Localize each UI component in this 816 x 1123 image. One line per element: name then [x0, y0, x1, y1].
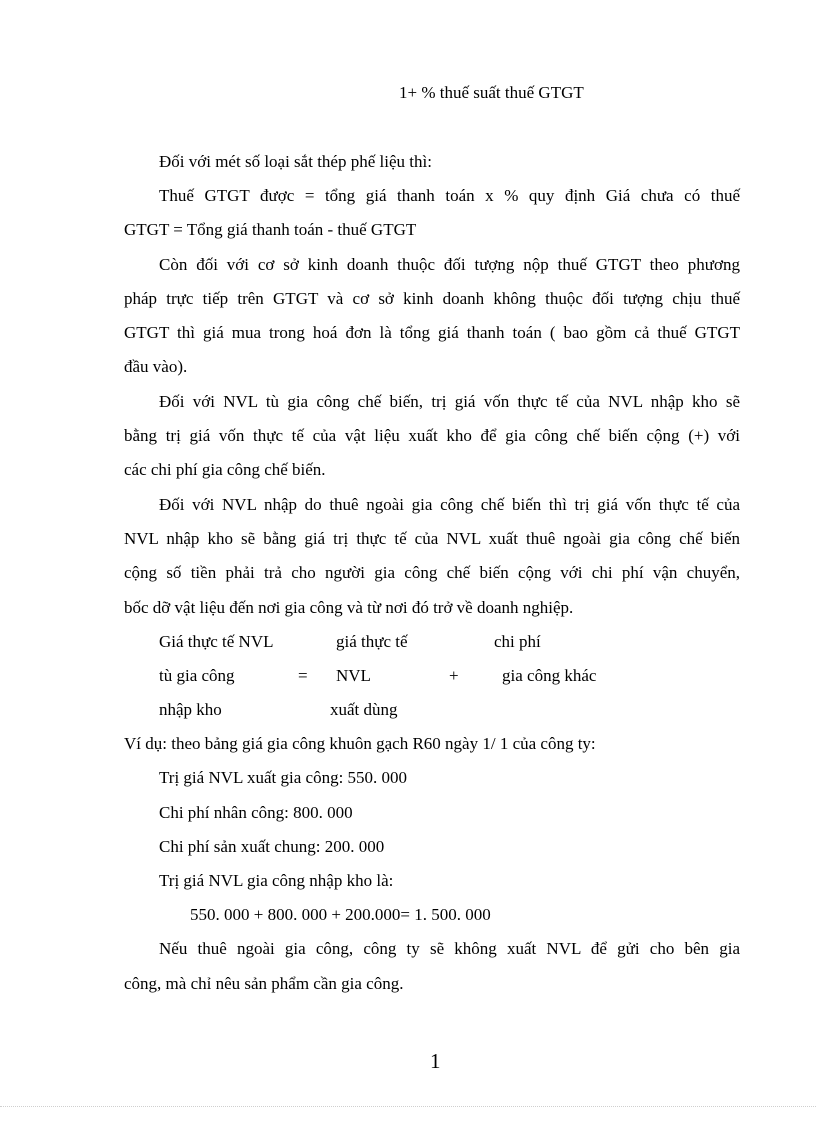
self-processing-line3: các chi phí gia công chế biến.	[124, 460, 326, 479]
formula-col2-line2: NVL	[336, 666, 371, 685]
closing-line2: công, mà chỉ nêu sản phẩm cần gia công.	[124, 974, 404, 993]
formula-plus: +	[449, 666, 459, 685]
page-bottom-rule	[0, 1106, 816, 1107]
example-item1: Trị giá NVL xuất gia công: 550. 000	[159, 768, 408, 787]
closing-line1: Nếu thuê ngoài gia công, công ty sẽ không xuất NVL để gửi cho bên gia	[159, 939, 740, 958]
example-title: Ví dụ: theo bảng giá gia công khuôn gạch R60 ngày 1/ 1 của công ty:	[124, 734, 596, 753]
formula-col1-line3: nhập kho	[159, 700, 222, 719]
example-calc: 550. 000 + 800. 000 + 200.000= 1. 500. 000	[190, 905, 491, 924]
page-number: 1	[430, 1049, 441, 1073]
formula-col1-line1: Giá thực tế NVL	[159, 632, 274, 651]
formula-col2-line1: giá thực tế	[336, 632, 408, 651]
formula-col3-line2: gia công khác	[502, 666, 597, 685]
scrap-intro: Đối với mét số loại sắt thép phế liệu thì:	[159, 152, 432, 171]
outsourced-line3: cộng số tiền phải trả cho người gia công chế biến cộng với chi phí vận chuyển,	[124, 563, 740, 582]
formula-col3-line1: chi phí	[494, 632, 541, 651]
formula-col2-line3: xuất dùng	[330, 700, 398, 719]
self-processing-line2: bằng trị giá vốn thực tế của vật liệu xuất kho để gia công chế biến cộng (+) với	[124, 426, 740, 445]
example-item2: Chi phí nhân công: 800. 000	[159, 803, 353, 822]
direct-method-line2: pháp trực tiếp trên GTGT và cơ sở kinh doanh không thuộc đối tượng chịu thuế	[124, 289, 740, 308]
example-item3: Chi phí sản xuất chung: 200. 000	[159, 837, 385, 856]
scrap-line2: GTGT = Tổng giá thanh toán - thuế GTGT	[124, 220, 417, 239]
self-processing-line1: Đối với NVL tù gia công chế biến, trị giá vốn thực tế của NVL nhập kho sẽ	[159, 392, 740, 411]
header-formula: 1+ % thuế suất thuế GTGT	[399, 83, 584, 102]
scrap-line1: Thuế GTGT được = tổng giá thanh toán x % quy định Giá chưa có thuế	[159, 186, 740, 205]
outsourced-line4: bốc dỡ vật liệu đến nơi gia công và từ nơi đó trở về doanh nghiệp.	[124, 598, 574, 617]
direct-method-line4: đầu vào).	[124, 357, 188, 376]
formula-equals: =	[298, 666, 308, 685]
outsourced-line1: Đối với NVL nhập do thuê ngoài gia công chế biến thì trị giá vốn thực tế của	[159, 495, 740, 514]
direct-method-line3: GTGT thì giá mua trong hoá đơn là tổng giá thanh toán ( bao gồm cả thuế GTGT	[124, 323, 740, 342]
formula-col1-line2: tù gia công	[159, 666, 235, 685]
outsourced-line2: NVL nhập kho sẽ bằng giá trị thực tế của NVL xuất thuê ngoài gia công chế biến	[124, 529, 740, 548]
direct-method-line1: Còn đối với cơ sở kinh doanh thuộc đối tượng nộp thuế GTGT theo phương	[159, 255, 740, 274]
example-item4: Trị giá NVL gia công nhập kho là:	[159, 871, 394, 890]
